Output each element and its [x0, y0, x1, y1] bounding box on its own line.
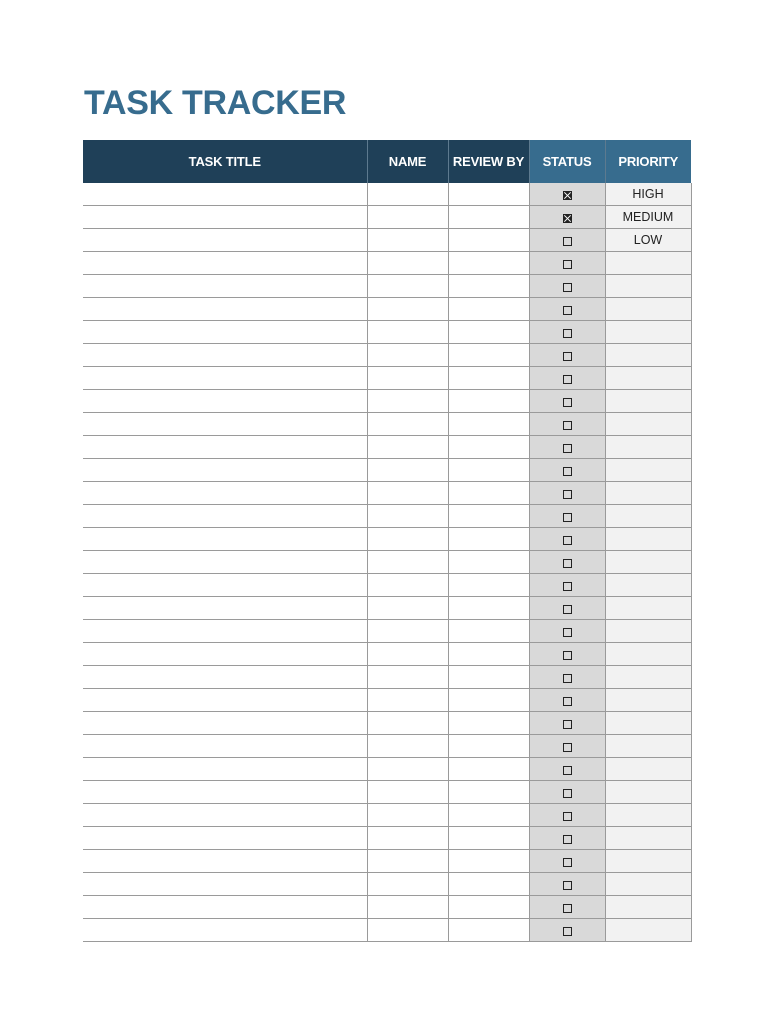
- name-cell[interactable]: [367, 413, 448, 436]
- name-cell[interactable]: [367, 827, 448, 850]
- review-by-cell[interactable]: [448, 413, 529, 436]
- priority-cell[interactable]: [605, 321, 691, 344]
- review-by-cell[interactable]: [448, 252, 529, 275]
- table-row: [83, 183, 691, 206]
- review-by-cell[interactable]: [448, 712, 529, 735]
- column-header-task-title: TASK TITLE: [83, 140, 367, 183]
- checkbox-checked-icon[interactable]: [563, 191, 572, 200]
- table-row: [83, 390, 691, 413]
- priority-cell[interactable]: [605, 850, 691, 873]
- name-cell[interactable]: [367, 252, 448, 275]
- name-cell[interactable]: [367, 436, 448, 459]
- name-cell[interactable]: [367, 620, 448, 643]
- table-header-row: [83, 140, 691, 183]
- status-cell: [529, 919, 605, 942]
- task-title-cell[interactable]: [83, 712, 367, 735]
- status-cell: [529, 206, 605, 229]
- review-by-cell[interactable]: [448, 298, 529, 321]
- table-row: [83, 321, 691, 344]
- name-cell[interactable]: [367, 459, 448, 482]
- priority-cell[interactable]: [605, 735, 691, 758]
- checkbox-empty-icon[interactable]: [563, 421, 572, 430]
- priority-cell[interactable]: [605, 620, 691, 643]
- checkbox-empty-icon[interactable]: [563, 467, 572, 476]
- task-title-cell[interactable]: [83, 459, 367, 482]
- priority-cell[interactable]: [605, 252, 691, 275]
- table-row: [83, 275, 691, 298]
- name-cell[interactable]: [367, 321, 448, 344]
- checkbox-empty-icon[interactable]: [563, 697, 572, 706]
- checkbox-empty-icon[interactable]: [563, 352, 572, 361]
- checkbox-empty-icon[interactable]: [563, 674, 572, 683]
- review-by-cell[interactable]: [448, 919, 529, 942]
- name-cell[interactable]: [367, 689, 448, 712]
- table-row: [83, 919, 691, 942]
- checkbox-empty-icon[interactable]: [563, 904, 572, 913]
- name-cell[interactable]: [367, 390, 448, 413]
- review-by-cell[interactable]: [448, 275, 529, 298]
- checkbox-empty-icon[interactable]: [563, 881, 572, 890]
- table-row: [83, 413, 691, 436]
- table-row: [83, 850, 691, 873]
- review-by-cell[interactable]: [448, 229, 529, 252]
- status-cell: [529, 229, 605, 252]
- checkbox-empty-icon[interactable]: [563, 651, 572, 660]
- task-title-cell[interactable]: [83, 919, 367, 942]
- checkbox-empty-icon[interactable]: [563, 743, 572, 752]
- task-title-cell[interactable]: [83, 505, 367, 528]
- priority-cell[interactable]: [605, 390, 691, 413]
- priority-cell[interactable]: [605, 551, 691, 574]
- task-title-cell[interactable]: [83, 321, 367, 344]
- name-cell[interactable]: [367, 574, 448, 597]
- checkbox-empty-icon[interactable]: [563, 812, 572, 821]
- status-cell: [529, 321, 605, 344]
- review-by-cell[interactable]: [448, 735, 529, 758]
- status-cell: [529, 597, 605, 620]
- task-title-cell[interactable]: [83, 735, 367, 758]
- name-cell[interactable]: [367, 873, 448, 896]
- task-title-cell[interactable]: [83, 183, 367, 206]
- review-by-cell[interactable]: [448, 689, 529, 712]
- name-cell[interactable]: [367, 758, 448, 781]
- task-title-cell[interactable]: [83, 298, 367, 321]
- priority-cell[interactable]: [605, 459, 691, 482]
- name-cell[interactable]: [367, 275, 448, 298]
- status-cell: [529, 275, 605, 298]
- task-table-body: [83, 183, 691, 942]
- priority-cell[interactable]: [605, 919, 691, 942]
- task-table: [83, 140, 692, 942]
- checkbox-empty-icon[interactable]: [563, 283, 572, 292]
- checkbox-empty-icon[interactable]: [563, 789, 572, 798]
- status-cell: [529, 551, 605, 574]
- priority-cell[interactable]: [605, 804, 691, 827]
- review-by-cell[interactable]: [448, 781, 529, 804]
- checkbox-empty-icon[interactable]: [563, 628, 572, 637]
- table-row: [83, 551, 691, 574]
- name-cell[interactable]: [367, 482, 448, 505]
- column-header-name: NAME: [367, 140, 448, 183]
- priority-cell[interactable]: [605, 482, 691, 505]
- task-title-cell[interactable]: [83, 275, 367, 298]
- task-title-cell[interactable]: [83, 896, 367, 919]
- status-cell: [529, 528, 605, 551]
- task-title-cell[interactable]: [83, 436, 367, 459]
- table-row: [83, 528, 691, 551]
- name-cell[interactable]: [367, 712, 448, 735]
- table-row: [83, 735, 691, 758]
- checkbox-empty-icon[interactable]: [563, 927, 572, 936]
- task-title-cell[interactable]: [83, 666, 367, 689]
- priority-cell[interactable]: [605, 574, 691, 597]
- name-cell[interactable]: [367, 206, 448, 229]
- name-cell[interactable]: [367, 850, 448, 873]
- name-cell[interactable]: [367, 505, 448, 528]
- priority-cell[interactable]: [605, 275, 691, 298]
- review-by-cell[interactable]: [448, 804, 529, 827]
- name-cell[interactable]: [367, 528, 448, 551]
- table-row: [83, 206, 691, 229]
- status-cell: [529, 459, 605, 482]
- task-title-cell[interactable]: [83, 367, 367, 390]
- priority-cell[interactable]: [605, 758, 691, 781]
- status-cell: [529, 689, 605, 712]
- name-cell[interactable]: [367, 666, 448, 689]
- task-title-cell[interactable]: [83, 528, 367, 551]
- task-title-cell[interactable]: [83, 873, 367, 896]
- table-row: [83, 643, 691, 666]
- column-header-priority: PRIORITY: [605, 140, 691, 183]
- checkbox-empty-icon[interactable]: [563, 835, 572, 844]
- name-cell[interactable]: [367, 597, 448, 620]
- table-row: [83, 666, 691, 689]
- table-row: [83, 758, 691, 781]
- checkbox-empty-icon[interactable]: [563, 858, 572, 867]
- task-title-cell[interactable]: [83, 574, 367, 597]
- checkbox-empty-icon[interactable]: [563, 720, 572, 729]
- priority-cell[interactable]: [605, 367, 691, 390]
- name-cell[interactable]: [367, 298, 448, 321]
- status-cell: [529, 436, 605, 459]
- task-title-cell[interactable]: [83, 827, 367, 850]
- priority-cell[interactable]: [605, 643, 691, 666]
- table-row: [83, 367, 691, 390]
- priority-cell[interactable]: [605, 896, 691, 919]
- column-header-review-by: REVIEW BY: [448, 140, 529, 183]
- review-by-cell[interactable]: [448, 436, 529, 459]
- page-title: TASK TRACKER: [84, 84, 347, 122]
- task-title-cell[interactable]: [83, 344, 367, 367]
- task-title-cell[interactable]: [83, 689, 367, 712]
- review-by-cell[interactable]: [448, 551, 529, 574]
- task-title-cell[interactable]: [83, 229, 367, 252]
- table-row: [83, 252, 691, 275]
- priority-cell[interactable]: [605, 666, 691, 689]
- task-title-cell[interactable]: [83, 252, 367, 275]
- review-by-cell[interactable]: [448, 574, 529, 597]
- review-by-cell[interactable]: [448, 597, 529, 620]
- status-cell: [529, 183, 605, 206]
- status-cell: [529, 666, 605, 689]
- checkbox-empty-icon[interactable]: [563, 513, 572, 522]
- priority-cell[interactable]: LOW: [605, 229, 691, 252]
- priority-cell[interactable]: [605, 827, 691, 850]
- priority-cell[interactable]: MEDIUM: [605, 206, 691, 229]
- table-row: [83, 505, 691, 528]
- review-by-cell[interactable]: [448, 666, 529, 689]
- task-title-cell[interactable]: [83, 643, 367, 666]
- priority-cell[interactable]: HIGH: [605, 183, 691, 206]
- priority-cell[interactable]: [605, 712, 691, 735]
- name-cell[interactable]: [367, 804, 448, 827]
- review-by-cell[interactable]: [448, 528, 529, 551]
- task-title-cell[interactable]: [83, 850, 367, 873]
- status-cell: [529, 712, 605, 735]
- review-by-cell[interactable]: [448, 482, 529, 505]
- task-title-cell[interactable]: [83, 620, 367, 643]
- review-by-cell[interactable]: [448, 896, 529, 919]
- name-cell[interactable]: [367, 551, 448, 574]
- review-by-cell[interactable]: [448, 367, 529, 390]
- task-title-cell[interactable]: [83, 390, 367, 413]
- table-row: [83, 459, 691, 482]
- name-cell[interactable]: [367, 781, 448, 804]
- table-row: [83, 689, 691, 712]
- priority-cell[interactable]: [605, 781, 691, 804]
- review-by-cell[interactable]: [448, 206, 529, 229]
- name-cell[interactable]: [367, 367, 448, 390]
- review-by-cell[interactable]: [448, 459, 529, 482]
- name-cell[interactable]: [367, 643, 448, 666]
- checkbox-empty-icon[interactable]: [563, 444, 572, 453]
- review-by-cell[interactable]: [448, 620, 529, 643]
- status-cell: [529, 505, 605, 528]
- table-row: [83, 827, 691, 850]
- status-cell: [529, 758, 605, 781]
- task-title-cell[interactable]: [83, 482, 367, 505]
- table-row: [83, 873, 691, 896]
- priority-cell[interactable]: [605, 689, 691, 712]
- name-cell[interactable]: [367, 183, 448, 206]
- checkbox-empty-icon[interactable]: [563, 582, 572, 591]
- status-cell: [529, 252, 605, 275]
- checkbox-empty-icon[interactable]: [563, 398, 572, 407]
- status-cell: [529, 735, 605, 758]
- status-cell: [529, 896, 605, 919]
- checkbox-empty-icon[interactable]: [563, 766, 572, 775]
- name-cell[interactable]: [367, 919, 448, 942]
- status-cell: [529, 482, 605, 505]
- status-cell: [529, 873, 605, 896]
- review-by-cell[interactable]: [448, 827, 529, 850]
- review-by-cell[interactable]: [448, 183, 529, 206]
- task-title-cell[interactable]: [83, 551, 367, 574]
- name-cell[interactable]: [367, 344, 448, 367]
- review-by-cell[interactable]: [448, 873, 529, 896]
- priority-cell[interactable]: [605, 344, 691, 367]
- table-row: [83, 781, 691, 804]
- review-by-cell[interactable]: [448, 321, 529, 344]
- task-title-cell[interactable]: [83, 804, 367, 827]
- task-title-cell[interactable]: [83, 413, 367, 436]
- table-row: [83, 597, 691, 620]
- name-cell[interactable]: [367, 735, 448, 758]
- review-by-cell[interactable]: [448, 505, 529, 528]
- priority-cell[interactable]: [605, 873, 691, 896]
- priority-cell[interactable]: [605, 298, 691, 321]
- status-cell: [529, 827, 605, 850]
- table-row: [83, 229, 691, 252]
- checkbox-empty-icon[interactable]: [563, 536, 572, 545]
- checkbox-empty-icon[interactable]: [563, 306, 572, 315]
- task-title-cell[interactable]: [83, 758, 367, 781]
- table-row: [83, 436, 691, 459]
- status-cell: [529, 781, 605, 804]
- status-cell: [529, 413, 605, 436]
- status-cell: [529, 643, 605, 666]
- priority-cell[interactable]: [605, 505, 691, 528]
- table-row: [83, 804, 691, 827]
- checkbox-empty-icon[interactable]: [563, 237, 572, 246]
- checkbox-empty-icon[interactable]: [563, 605, 572, 614]
- priority-cell[interactable]: [605, 436, 691, 459]
- status-cell: [529, 367, 605, 390]
- task-title-cell[interactable]: [83, 781, 367, 804]
- checkbox-empty-icon[interactable]: [563, 329, 572, 338]
- table-row: [83, 712, 691, 735]
- table-row: [83, 620, 691, 643]
- task-title-cell[interactable]: [83, 206, 367, 229]
- status-cell: [529, 850, 605, 873]
- review-by-cell[interactable]: [448, 344, 529, 367]
- table-row: [83, 482, 691, 505]
- status-cell: [529, 298, 605, 321]
- name-cell[interactable]: [367, 896, 448, 919]
- checkbox-empty-icon[interactable]: [563, 375, 572, 384]
- review-by-cell[interactable]: [448, 850, 529, 873]
- review-by-cell[interactable]: [448, 758, 529, 781]
- status-cell: [529, 390, 605, 413]
- review-by-cell[interactable]: [448, 643, 529, 666]
- column-header-status: STATUS: [529, 140, 605, 183]
- priority-cell[interactable]: [605, 528, 691, 551]
- priority-cell[interactable]: [605, 597, 691, 620]
- status-cell: [529, 344, 605, 367]
- status-cell: [529, 620, 605, 643]
- checkbox-empty-icon[interactable]: [563, 559, 572, 568]
- status-cell: [529, 574, 605, 597]
- table-row: [83, 574, 691, 597]
- table-row: [83, 896, 691, 919]
- status-cell: [529, 804, 605, 827]
- task-title-cell[interactable]: [83, 597, 367, 620]
- table-row: [83, 344, 691, 367]
- priority-cell[interactable]: [605, 413, 691, 436]
- checkbox-empty-icon[interactable]: [563, 490, 572, 499]
- name-cell[interactable]: [367, 229, 448, 252]
- checkbox-empty-icon[interactable]: [563, 260, 572, 269]
- checkbox-checked-icon[interactable]: [563, 214, 572, 223]
- review-by-cell[interactable]: [448, 390, 529, 413]
- table-row: [83, 298, 691, 321]
